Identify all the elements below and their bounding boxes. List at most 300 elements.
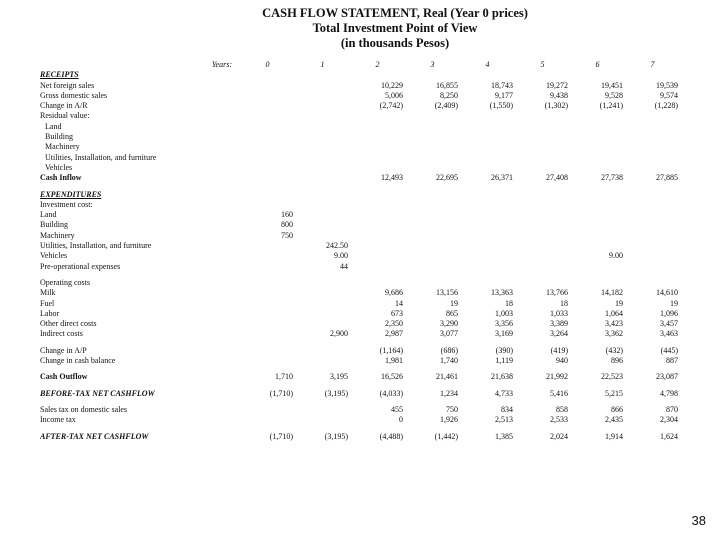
cell-year-7: 3,457 [660, 319, 678, 329]
cell-year-1 [295, 142, 350, 152]
cell-year-3: 3,290 [440, 319, 458, 329]
cell-year-3: 1,234 [440, 388, 458, 398]
cell-year-0 [240, 91, 295, 101]
cell-year-4 [460, 220, 515, 230]
cell-year-3 [405, 210, 460, 220]
cell-year-1 [295, 122, 350, 132]
cell-year-1 [295, 346, 350, 356]
cell-year-0 [240, 329, 295, 339]
cell-year-4: 18 [505, 298, 513, 308]
statement-title [0, 6, 720, 51]
cell-year-5 [515, 163, 570, 173]
cell-year-6 [570, 200, 625, 210]
year-1: 1 [320, 60, 325, 69]
cell-year-1 [295, 299, 350, 309]
cell-year-7 [625, 163, 680, 173]
cell-year-7: (445) [660, 345, 678, 355]
cell-year-3: 1,740 [440, 356, 458, 366]
cell-year-0 [240, 81, 295, 91]
cell-year-7: 887 [666, 356, 678, 366]
cell-year-5: 27,408 [546, 173, 568, 183]
cell-year-5 [515, 132, 570, 142]
cell-year-7: 19,539 [656, 80, 678, 90]
row-label: Other direct costs [40, 319, 97, 329]
cell-year-5 [515, 231, 570, 241]
cell-year-3: 750 [446, 404, 458, 414]
cell-year-7: 870 [666, 404, 678, 414]
cell-year-5 [515, 278, 570, 288]
cell-year-1: 44 [340, 261, 348, 271]
table-row [40, 262, 680, 272]
cell-year-0 [240, 262, 295, 272]
cell-year-2: (4,488) [379, 431, 403, 441]
cell-year-3 [405, 163, 460, 173]
cell-year-3: 8,250 [440, 90, 458, 100]
cell-year-4 [460, 200, 515, 210]
row-label: Machinery [40, 230, 75, 240]
cell-year-7: 14,610 [656, 288, 678, 298]
cell-year-2 [350, 153, 405, 163]
cell-year-0 [240, 101, 295, 111]
cell-year-6: 9,528 [605, 90, 623, 100]
cell-year-4 [460, 142, 515, 152]
table-row [40, 329, 680, 339]
cell-year-5 [515, 111, 570, 121]
year-7: 7 [650, 60, 655, 69]
cell-year-3: (686) [440, 345, 458, 355]
cell-year-0 [240, 299, 295, 309]
cell-year-5 [515, 122, 570, 132]
cell-year-3: 13,156 [436, 288, 458, 298]
cell-year-3 [405, 251, 460, 261]
cell-year-0 [240, 132, 295, 142]
cell-year-2: 455 [391, 404, 403, 414]
cell-year-7 [625, 132, 680, 142]
cell-year-5: (1,302) [544, 101, 568, 111]
cell-year-6: 19 [615, 298, 623, 308]
row-label: Machinery [45, 142, 80, 152]
row-label: Change in A/P [40, 345, 87, 355]
cell-year-3 [405, 153, 460, 163]
cell-year-6: 19,451 [601, 80, 623, 90]
cell-year-1: (3,195) [324, 388, 348, 398]
cell-year-0 [240, 122, 295, 132]
table-row [40, 309, 680, 319]
cell-year-7 [625, 241, 680, 251]
cell-year-0 [240, 173, 295, 183]
cell-year-6: 896 [611, 356, 623, 366]
years-header-row [40, 60, 680, 70]
cell-year-2 [350, 278, 405, 288]
cell-year-2: 14 [395, 298, 403, 308]
cell-year-0 [240, 319, 295, 329]
row-label: Income tax [40, 415, 76, 425]
cell-year-5: 2,024 [550, 431, 568, 441]
cell-year-1 [295, 173, 350, 183]
cell-year-0 [240, 251, 295, 261]
year-6: 6 [595, 60, 600, 69]
cell-year-6: 3,362 [605, 329, 623, 339]
row-label: Utilities, Installation, and furniture [40, 241, 152, 251]
years-label: Years: [211, 60, 232, 69]
cell-year-7: 19 [670, 298, 678, 308]
row-label: Fuel [40, 298, 55, 308]
cell-year-0 [240, 415, 295, 425]
table-row [40, 356, 680, 366]
cell-year-1 [295, 91, 350, 101]
cell-year-5 [515, 262, 570, 272]
row-label: Sales tax on domestic sales [40, 404, 128, 414]
year-5: 5 [540, 60, 545, 69]
page-number: 38 [691, 513, 706, 528]
year-2: 2 [375, 60, 380, 69]
cell-year-0 [240, 405, 295, 415]
cell-year-5 [515, 251, 570, 261]
cell-year-1 [295, 356, 350, 366]
cell-year-3 [405, 190, 460, 200]
cell-year-6: 27,738 [601, 173, 623, 183]
row-label: Vehicles [40, 251, 68, 261]
cell-year-1: 242.50 [326, 241, 348, 251]
cell-year-0: 800 [281, 220, 293, 230]
cell-year-7: 4,798 [660, 388, 678, 398]
cell-year-0 [240, 163, 295, 173]
cell-year-6 [570, 210, 625, 220]
cell-year-5: 3,264 [550, 329, 568, 339]
row-label: Net foreign sales [40, 80, 95, 90]
cell-year-1 [295, 70, 350, 80]
cell-year-1 [295, 278, 350, 288]
cell-year-5: 1,033 [550, 308, 568, 318]
cell-year-3: 21,461 [436, 372, 458, 382]
row-label: Indirect costs [40, 329, 83, 339]
row-label: Cash Outflow [40, 372, 88, 382]
cell-year-0 [240, 309, 295, 319]
cell-year-4: (1,550) [489, 101, 513, 111]
cell-year-6 [570, 70, 625, 80]
cell-year-6 [570, 132, 625, 142]
cell-year-7 [625, 142, 680, 152]
cell-year-1 [295, 153, 350, 163]
cell-year-4 [460, 122, 515, 132]
cell-year-2 [350, 142, 405, 152]
cell-year-2 [350, 241, 405, 251]
table-row [40, 70, 680, 80]
cell-year-5 [515, 153, 570, 163]
cell-year-3: 22,695 [436, 173, 458, 183]
cell-year-0: 750 [281, 230, 293, 240]
cell-year-5: (419) [550, 345, 568, 355]
cell-year-2: (1,164) [379, 345, 403, 355]
cell-year-4: 1,385 [495, 431, 513, 441]
table-row [40, 190, 680, 200]
cell-year-2: (4,033) [379, 388, 403, 398]
cell-year-7 [625, 153, 680, 163]
cell-year-4 [460, 231, 515, 241]
cell-year-7: 27,885 [656, 173, 678, 183]
cell-year-0 [240, 356, 295, 366]
cell-year-5 [515, 70, 570, 80]
cell-year-1 [295, 220, 350, 230]
cell-year-5 [515, 142, 570, 152]
table-row [40, 132, 680, 142]
cell-year-7: 3,463 [660, 329, 678, 339]
cell-year-2: 0 [399, 415, 403, 425]
cell-year-7 [625, 251, 680, 261]
cell-year-5: 21,992 [546, 372, 568, 382]
cell-year-5: 3,389 [550, 319, 568, 329]
cell-year-3: 16,855 [436, 80, 458, 90]
cell-year-1 [295, 101, 350, 111]
title-line-1: CASH FLOW STATEMENT, Real (Year 0 prices) [262, 6, 528, 20]
cell-year-1 [295, 132, 350, 142]
cell-year-1 [295, 163, 350, 173]
cell-year-2: 673 [391, 308, 403, 318]
cell-year-4: 3,356 [495, 319, 513, 329]
year-3: 3 [430, 60, 435, 69]
cell-year-4 [460, 241, 515, 251]
row-label: Change in A/R [40, 101, 88, 111]
cell-year-7 [625, 231, 680, 241]
cell-year-3 [405, 278, 460, 288]
cell-year-6 [570, 122, 625, 132]
cell-year-2: 2,987 [385, 329, 403, 339]
row-label: Investment cost: [40, 199, 93, 209]
cell-year-7 [625, 210, 680, 220]
cell-year-3 [405, 142, 460, 152]
table-row [40, 405, 680, 415]
cell-year-5: 940 [556, 356, 568, 366]
cell-year-4: 834 [501, 404, 513, 414]
cell-year-5 [515, 220, 570, 230]
cell-year-2 [350, 70, 405, 80]
cell-year-3 [405, 231, 460, 241]
table-row [40, 142, 680, 152]
title-line-3: (in thousands Pesos) [340, 36, 450, 50]
cell-year-5: 5,416 [550, 388, 568, 398]
cash-flow-table [40, 60, 680, 442]
cell-year-2 [350, 251, 405, 261]
cell-year-2: 10,229 [381, 80, 403, 90]
cell-year-7 [625, 200, 680, 210]
cell-year-6 [570, 111, 625, 121]
cell-year-2 [350, 231, 405, 241]
cell-year-6 [570, 153, 625, 163]
cell-year-5 [515, 241, 570, 251]
row-label: AFTER-TAX NET CASHFLOW [40, 431, 149, 441]
cell-year-0 [240, 288, 295, 298]
cell-year-4 [460, 190, 515, 200]
cell-year-0: (1,710) [269, 388, 293, 398]
cell-year-3: 19 [450, 298, 458, 308]
cell-year-4: 3,169 [495, 329, 513, 339]
cell-year-6: (1,241) [599, 101, 623, 111]
cell-year-3: 3,077 [440, 329, 458, 339]
cell-year-1 [295, 111, 350, 121]
cell-year-4 [460, 210, 515, 220]
table-row [40, 153, 680, 163]
table-row [40, 432, 680, 442]
cell-year-1 [295, 319, 350, 329]
cell-year-6 [570, 142, 625, 152]
cell-year-4 [460, 70, 515, 80]
cell-year-3 [405, 111, 460, 121]
row-label: Residual value: [40, 111, 90, 121]
table-row [40, 278, 680, 288]
cell-year-5: 13,766 [546, 288, 568, 298]
cell-year-6: 22,523 [601, 372, 623, 382]
cell-year-3 [405, 200, 460, 210]
cell-year-6 [570, 190, 625, 200]
cell-year-1 [295, 231, 350, 241]
row-label: EXPENDITURES [40, 189, 102, 199]
cell-year-2 [350, 132, 405, 142]
table-row [40, 122, 680, 132]
cell-year-1 [295, 405, 350, 415]
cell-year-6: 3,423 [605, 319, 623, 329]
cell-year-5 [515, 200, 570, 210]
cell-year-3 [405, 220, 460, 230]
cell-year-7 [625, 111, 680, 121]
row-label: Vehicles [45, 162, 73, 172]
cell-year-6 [570, 231, 625, 241]
table-row [40, 101, 680, 111]
cell-year-0 [240, 111, 295, 121]
cell-year-3: (2,409) [434, 101, 458, 111]
title-line-2: Total Investment Point of View [312, 21, 478, 35]
table-row [40, 288, 680, 298]
cell-year-6: 14,182 [601, 288, 623, 298]
cell-year-6: 2,435 [605, 415, 623, 425]
cell-year-7: 1,624 [660, 431, 678, 441]
cell-year-7 [625, 190, 680, 200]
cell-year-4 [460, 163, 515, 173]
cell-year-7 [625, 262, 680, 272]
cell-year-2 [350, 220, 405, 230]
row-label: Gross domestic sales [40, 90, 108, 100]
cell-year-4: 1,119 [495, 356, 513, 366]
cell-year-7 [625, 70, 680, 80]
cell-year-1: 3,195 [330, 372, 348, 382]
table-row [40, 200, 680, 210]
cell-year-6: 866 [611, 404, 623, 414]
cell-year-4 [460, 153, 515, 163]
cell-year-7: 9,574 [660, 90, 678, 100]
cell-year-1: 9.00 [334, 251, 348, 261]
row-label: Milk [40, 288, 56, 298]
cell-year-2: 12,493 [381, 173, 403, 183]
cell-year-2: 1,981 [385, 356, 403, 366]
cell-year-2: (2,742) [379, 101, 403, 111]
cell-year-2: 2,350 [385, 319, 403, 329]
cell-year-6 [570, 262, 625, 272]
cell-year-0 [240, 241, 295, 251]
cell-year-4 [460, 278, 515, 288]
cell-year-4: (390) [495, 345, 513, 355]
cell-year-0 [240, 70, 295, 80]
cell-year-2 [350, 200, 405, 210]
cell-year-7 [625, 220, 680, 230]
cell-year-7 [625, 122, 680, 132]
cell-year-6: 1,914 [605, 431, 623, 441]
cell-year-1 [295, 190, 350, 200]
cell-year-4: 4,733 [495, 388, 513, 398]
cell-year-2: 5,006 [385, 90, 403, 100]
table-row [40, 81, 680, 91]
cell-year-0 [240, 200, 295, 210]
cell-year-3: 865 [446, 308, 458, 318]
cell-year-5: 9,438 [550, 90, 568, 100]
cell-year-7 [625, 278, 680, 288]
cell-year-6: 1,064 [605, 308, 623, 318]
row-label: RECEIPTS [40, 70, 79, 80]
row-label: Land [45, 121, 62, 131]
cell-year-5: 19,272 [546, 80, 568, 90]
table-row [40, 389, 680, 399]
cell-year-5 [515, 190, 570, 200]
cell-year-0 [240, 190, 295, 200]
table-row [40, 251, 680, 261]
cell-year-2: 16,526 [381, 372, 403, 382]
table-row [40, 231, 680, 241]
cell-year-7: 23,087 [656, 372, 678, 382]
cell-year-6: 5,215 [605, 388, 623, 398]
cell-year-1 [295, 309, 350, 319]
cell-year-6 [570, 163, 625, 173]
row-label: Pre-operational expenses [40, 261, 121, 271]
cell-year-6 [570, 220, 625, 230]
cell-year-4: 26,371 [491, 173, 513, 183]
cell-year-2 [350, 111, 405, 121]
cell-year-0 [240, 153, 295, 163]
table-row [40, 210, 680, 220]
cell-year-3: (1,442) [434, 431, 458, 441]
table-row [40, 346, 680, 356]
cell-year-5 [515, 210, 570, 220]
cell-year-4: 18,743 [491, 80, 513, 90]
cell-year-4: 9,177 [495, 90, 513, 100]
cell-year-2 [350, 163, 405, 173]
cell-year-6: (432) [605, 345, 623, 355]
cell-year-2 [350, 122, 405, 132]
cell-year-3 [405, 122, 460, 132]
cell-year-2 [350, 262, 405, 272]
table-row [40, 163, 680, 173]
cell-year-0 [240, 142, 295, 152]
row-label: Utilities, Installation, and furniture [45, 152, 157, 162]
cell-year-0 [240, 346, 295, 356]
row-label: BEFORE-TAX NET CASHFLOW [40, 388, 155, 398]
cell-year-1 [295, 415, 350, 425]
cell-year-2 [350, 190, 405, 200]
cell-year-1: (3,195) [324, 431, 348, 441]
cell-year-2 [350, 210, 405, 220]
cell-year-7: 1,096 [660, 308, 678, 318]
year-4: 4 [485, 60, 490, 69]
cell-year-2: 9,686 [385, 288, 403, 298]
cell-year-3: 1,926 [440, 415, 458, 425]
row-label: Cash Inflow [40, 173, 82, 183]
cell-year-4: 21,638 [491, 372, 513, 382]
cell-year-6 [570, 241, 625, 251]
row-label: Change in cash balance [40, 356, 116, 366]
table-row [40, 319, 680, 329]
cell-year-4: 2,513 [495, 415, 513, 425]
table-row [40, 415, 680, 425]
cell-year-3 [405, 70, 460, 80]
cell-year-7: 2,304 [660, 415, 678, 425]
cell-year-1 [295, 200, 350, 210]
